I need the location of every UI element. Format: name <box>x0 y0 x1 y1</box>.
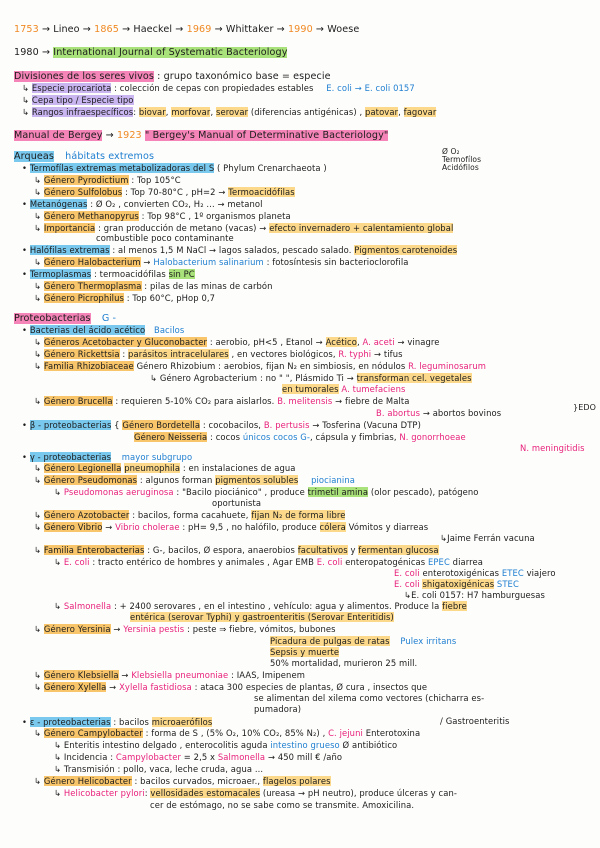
term: Género Campylobacter <box>43 728 143 738</box>
text: : pilas de las minas de carbón <box>144 281 273 291</box>
list-item: ↳Jaime Ferrán vacuna <box>440 533 535 543</box>
term: Familia Rhizobiaceae <box>43 361 134 371</box>
text: : bacilos curvados, microaer., <box>134 776 261 786</box>
journal-line: 1980 → International Journal of Systematic Bacteriology <box>14 47 288 58</box>
term: β - proteobacterias <box>29 420 112 430</box>
author: Haeckel <box>133 24 173 35</box>
species: N. gonorrhoeae <box>399 432 466 442</box>
term: Pigmentos carotenoides <box>354 245 458 255</box>
text: : <box>133 107 137 117</box>
list-item <box>394 579 519 590</box>
text: : Top 105°C <box>131 175 181 185</box>
term: Género Pyrodictium <box>43 175 129 185</box>
text: : cocobacilos, <box>202 420 262 430</box>
text: , enterocolitis aguda <box>179 740 268 750</box>
subtitle: hábitats extremos <box>65 151 155 162</box>
text: Incidencia : <box>63 752 114 762</box>
arqueas-heading <box>14 151 154 162</box>
term: Género Helicobacter <box>43 776 132 786</box>
species: Klebsiella pneumoniae <box>131 670 229 680</box>
term: piocianina <box>311 475 355 485</box>
term: fiebre <box>442 601 467 611</box>
text: enterotoxigénicas <box>422 568 500 578</box>
text: ( Phylum Crenarchaeota ) <box>217 163 327 173</box>
heading-text: : grupo taxonómico base = especie <box>157 71 331 82</box>
text: : fotosíntesis sin bacterioclorofila <box>266 257 409 267</box>
abbr: STEC <box>496 579 519 589</box>
species: E. coli <box>316 557 343 567</box>
list-item: ↳ Género Legionella pneumophila : en instalaciones de agua <box>34 463 296 473</box>
text: Transmisión : pollo, vaca, leche cruda, agua ... <box>63 764 264 774</box>
list-item: ↳ Pseudomonas aeruginosa : "Bacilo piociánico" , produce trimetil amina (olor pescado), patógeno <box>54 487 479 497</box>
text: : <box>144 788 148 798</box>
species: Yersinia pestis <box>123 624 185 634</box>
term: flagelos polares <box>262 776 331 786</box>
term: Género Rickettsia <box>43 349 120 359</box>
term: Género Azotobacter <box>43 510 130 520</box>
list-item <box>394 568 556 579</box>
text: → fiebre de Malta <box>335 396 410 406</box>
text: , <box>165 107 169 117</box>
term: Halófilas extremas <box>29 245 110 255</box>
term: Importancia <box>43 223 96 233</box>
text: : bacilos <box>113 717 149 727</box>
list-item: ↳ Salmonella : + 2400 serovares , en el intestino , vehículo: agua y alimentos. Produce la fiebre <box>54 601 467 611</box>
term: pigmentos solubles <box>215 475 299 485</box>
list-item <box>376 408 501 419</box>
text: diarrea <box>452 557 483 567</box>
term: Especie procariota <box>31 83 112 93</box>
text: : termoacidófilas <box>94 269 166 279</box>
species: B. abortus <box>376 408 421 418</box>
list-item: ↳ E. coli : tracto entérico de hombres y animales , Agar EMB E. coli enteropatogénicas EPEC diarrea <box>54 557 483 567</box>
term: Termoacidófilas <box>228 187 295 197</box>
list-item: ↳ Género Azotobacter : bacilos, forma cacahuete, fijan N₂ de forma libre <box>34 510 346 520</box>
section-title: Proteobacterias <box>14 313 91 324</box>
term: morfovar <box>171 107 211 117</box>
term: efecto invernadero + calentamiento global <box>269 223 454 233</box>
proteo-heading <box>14 313 116 324</box>
term: Género Methanopyrus <box>43 211 139 221</box>
list-item: • Bacterias del ácido acético Bacilos <box>22 325 185 335</box>
text: = 2,5 x <box>183 752 216 762</box>
text: : Ø O₂ , convierten CO₂, H₂ ... → metanol <box>90 199 263 209</box>
term: sin PC <box>168 269 195 279</box>
list-item: ↳ Género Vibrio → Vibrio cholerae : pH= 9,5 , no halófilo, produce cólera Vómitos y diarreas <box>34 522 429 532</box>
text: : gran producción de metano (vacas) → <box>98 223 267 233</box>
subtitle: G - <box>101 313 117 324</box>
epsilon-heading: • ε - proteobacterias : bacilos microaerófilos <box>22 717 213 727</box>
species: R. leguminosarum <box>408 361 486 371</box>
term: en tumorales <box>282 384 339 394</box>
side-note <box>442 148 481 172</box>
text: Género Agrobacterium : no " ", Plásmido Ti → <box>159 373 354 383</box>
term: Termofílas extremas metabolizadoras del S <box>29 163 215 173</box>
text: : forma de S , (5% O₂, 10% CO₂, 85% N₂) , <box>145 728 326 738</box>
text: , en vectores biológicos, <box>231 349 336 359</box>
text: : Top 98°C , 1º organismos planeta <box>141 211 291 221</box>
list-item: ↳ Género Pyrodictium : Top 105°C <box>34 175 181 185</box>
section-title: Arqueas <box>14 151 54 162</box>
term: trimetil amina <box>307 487 369 497</box>
subtitle: mayor subgrupo <box>121 452 193 462</box>
text: combustible poco contaminante <box>96 233 234 243</box>
text: viajero <box>526 568 556 578</box>
text: → tifus <box>373 349 403 359</box>
text: : requieren 5-10% CO₂ para aislarlos. <box>115 396 275 406</box>
year: 1969 <box>186 24 212 35</box>
list-item: ↳ Rangos infraespecíficos: biovar, morfovar, serovar (diferencias antigénicas) , patovar, fagovar <box>22 107 437 117</box>
text: : Top 70-80°C , pH=2 → <box>124 187 226 197</box>
arrow: → <box>113 624 121 634</box>
text: enteropatogénicas <box>345 557 426 567</box>
term: Picadura de pulgas de ratas <box>270 636 390 646</box>
text: : "Bacilo piociánico" , produce <box>176 487 305 497</box>
text: : peste <box>187 624 217 634</box>
text: : ataca 300 especies de plantas, Ø cura , insectos que <box>194 682 428 692</box>
term: Género Brucella <box>43 396 113 406</box>
term: facultativos <box>297 545 348 555</box>
list-item: ↳ Género Campylobacter : forma de S , (5% O₂, 10% CO₂, 85% N₂) , C. jejuni Enterotoxina <box>34 728 421 738</box>
journal-title: International Journal of Systematic Bacteriology <box>53 47 288 58</box>
species: N. meningitidis <box>520 443 585 453</box>
term: Géneros Acetobacter y Gluconobacter <box>43 337 208 347</box>
list-item <box>520 443 585 454</box>
species: A. tumefaciens <box>341 384 406 394</box>
list-item: • β - proteobacterias { Género Bordetella : cocobacilos, B. pertusis → Tosferina (Vacuna DTP) <box>22 420 421 430</box>
text: , <box>210 107 214 117</box>
list-item: • Termoplasmas : termoacidófilas sin PC <box>22 269 195 279</box>
text: : cocos <box>210 432 241 442</box>
list-item: ↳ Género Brucella : requieren 5-10% CO₂ para aislarlos. B. melitensis → fiebre de Malta <box>34 396 410 406</box>
list-item: ↳ Género Helicobacter : bacilos curvados, microaer., flagelos polares <box>34 776 331 786</box>
term: Género Neisseria <box>134 432 208 442</box>
species: Pseudomonas aeruginosa <box>63 487 174 497</box>
section-title: γ - proteobacterias <box>29 452 112 462</box>
term: pneumophila <box>124 463 181 473</box>
text: → 450 mill € /año <box>267 752 343 762</box>
author: Whittaker <box>225 24 274 35</box>
species: C. jejuni <box>328 728 363 738</box>
list-item <box>130 612 394 623</box>
year: 1980 <box>14 47 39 58</box>
list-item <box>270 647 339 658</box>
list-item: ↳ Género Halobacterium → Halobacterium salinarium : fotosíntesis sin bacterioclorofila <box>34 257 409 267</box>
note-line: Ø O₂ <box>442 147 460 156</box>
arrow: → <box>109 682 117 692</box>
list-item <box>150 800 414 811</box>
list-item: ↳ Género Thermoplasma : pilas de las minas de carbón <box>34 281 273 291</box>
term: microaerófilos <box>151 717 213 727</box>
note: Enterotoxina <box>365 728 421 738</box>
species: B. pertusis <box>263 420 310 430</box>
note-line: Termofílos <box>442 155 482 164</box>
term: serovar <box>215 107 249 117</box>
list-item <box>282 384 405 395</box>
term: cólera <box>319 522 346 532</box>
term: shigatoxigénicas <box>422 579 495 589</box>
term: Manual de Bergey <box>14 130 103 141</box>
text: Bacilos <box>153 325 185 335</box>
text: (ureasa → pH neutro), produce úlceras y can- <box>262 788 457 798</box>
species: Pulex irritans <box>400 636 457 646</box>
text: , <box>356 337 360 347</box>
text: : aerobio, pH<5 , Etanol → <box>209 337 323 347</box>
text: Género Rhizobium : aerobios, fijan N₂ en simbiosis, en nódulos <box>136 361 406 371</box>
arrow: → <box>105 522 113 532</box>
section-title: Divisiones de los seres vivos <box>14 71 154 82</box>
year: 1753 <box>14 24 39 35</box>
text: Jaime Ferrán vacuna <box>447 533 535 543</box>
list-item: ↳ Géneros Acetobacter y Gluconobacter : aerobio, pH<5 , Etanol → Acético, A. aceti → vinagre <box>34 337 440 347</box>
text: Ø antibiótico <box>342 740 398 750</box>
arrow: → <box>143 257 151 267</box>
text: : en instalaciones de agua <box>182 463 296 473</box>
term: Género Thermoplasma <box>43 281 142 291</box>
text: Vómitos y diarreas <box>348 522 429 532</box>
term: Género Klebsiella <box>43 670 119 680</box>
note: EDO <box>578 403 597 412</box>
abbr: ETEC <box>501 568 524 578</box>
list-item <box>96 233 234 244</box>
term: transforman cel. vegetales <box>356 373 472 383</box>
list-item: • Termofílas extremas metabolizadoras del S ( Phylum Crenarchaeota ) <box>22 163 327 173</box>
list-item <box>270 658 417 669</box>
gamma-heading: • γ - proteobacterias mayor subgrupo <box>22 452 193 462</box>
term: intestino grueso <box>270 740 340 750</box>
text: : tracto entérico de hombres y animales , Agar EMB <box>92 557 314 567</box>
text: 50% mortalidad, murieron 25 mill. <box>270 658 418 668</box>
text: , <box>398 107 401 117</box>
species: Campylobacter <box>115 752 181 762</box>
timeline-line: 1753 → Lineo → 1865 → Haeckel → 1969 → Whittaker → 1990 → Woese <box>14 24 360 35</box>
text: cer de estómago, no se sabe como se transmite. Amoxicilina. <box>150 800 415 810</box>
species: Salmonella <box>63 601 112 611</box>
species: Vibrio cholerae <box>115 522 180 532</box>
text: entérica (serovar Typhi) y gastroenteritis (Serovar Enteritidis) <box>130 612 394 622</box>
list-item: ↳ Familia Rhizobiaceae Género Rhizobium : aerobios, fijan N₂ en simbiosis, en nódulos R. leguminosarum <box>34 361 486 371</box>
list-item <box>254 704 301 715</box>
term: vellosidades estomacales <box>150 788 261 798</box>
text: : colección de cepas con propiedades estables <box>114 83 314 93</box>
list-item: ↳ Género Klebsiella → Klebsiella pneumoniae : IAAS, Imipenem <box>34 670 305 680</box>
species: A. aceti <box>362 337 395 347</box>
term: Bacterias del ácido acético <box>29 325 146 335</box>
text: → Tosferina (Vacuna DTP) <box>312 420 421 430</box>
text: Enteritis intestino delgado <box>63 740 177 750</box>
species: B. melitensis <box>277 396 333 406</box>
list-item: ↳ Importancia : gran producción de metano (vacas) → efecto invernadero + calentamiento global <box>34 223 454 233</box>
list-item <box>212 498 261 509</box>
list-item: ↳ Género Pseudomonas : algunos forman pigmentos solubles piocianina <box>34 475 355 485</box>
term: Género Sulfolobus <box>43 187 123 197</box>
list-item: ↳ Especie procariota : colección de cepas con propiedades estables E. coli → E. coli 0157 <box>22 83 415 93</box>
text: pumadora) <box>254 704 302 714</box>
note: Gastroenteritis <box>445 716 510 726</box>
text: se alimentan del xilema como vectores (chicharra es- <box>254 693 485 703</box>
list-item <box>270 636 456 647</box>
side-note: }EDO <box>573 403 597 412</box>
text: (olor pescado), patógeno <box>370 487 479 497</box>
term: Género Yersinia <box>43 624 111 634</box>
term: únicos cocos G- <box>242 432 311 442</box>
list-item: ↳ Familia Enterobacterias : G-, bacilos, Ø espora, anaerobios facultativos y fermentan glucosa <box>34 545 439 555</box>
species: Halobacterium salinarium <box>153 257 264 267</box>
term: Metanógenas <box>29 199 88 209</box>
species: E. coli <box>394 568 420 578</box>
text: , cápsula y fimbrias, <box>310 432 397 442</box>
text: : IAAS, Imipenem <box>231 670 305 680</box>
term: patovar <box>365 107 399 117</box>
term: fagovar <box>403 107 437 117</box>
text: → vinagre <box>397 337 440 347</box>
species: Xylella fastidiosa <box>119 682 192 692</box>
list-item: ↳ Enteritis intestino delgado , enterocolitis aguda intestino grueso Ø antibiótico <box>54 740 398 750</box>
list-item: ↳ Género Sulfolobus : Top 70-80°C , pH=2 → Termoacidófilas <box>34 187 295 197</box>
term: Género Halobacterium <box>43 257 141 267</box>
term: Género Legionella <box>43 463 122 473</box>
section-title: ε - proteobacterias <box>29 717 111 727</box>
note-line: Acidófilos <box>442 163 479 172</box>
manual-line <box>14 130 388 141</box>
list-item: ↳ Helicobacter pylori: vellosidades estomacales (ureasa → pH neutro), produce úlceras y can- <box>54 788 457 798</box>
text: : bacilos, forma cacahuete, <box>132 510 249 520</box>
term: fijan N₂ de forma libre <box>251 510 346 520</box>
text: oportunista <box>212 498 262 508</box>
text: : Top 60°C, pHop 0,7 <box>126 293 216 303</box>
text: (diferencias antigénicas) , <box>250 107 363 117</box>
list-item: • Metanógenas : Ø O₂ , convierten CO₂, H₂ ... → metanol <box>22 199 263 209</box>
list-item: ↳ Género Yersinia → Yersinia pestis : peste ⇒ fiebre, vómitos, bubones <box>34 624 336 634</box>
text: : al menos 1,5 M NaCl → lagos salados, pescado salado. <box>112 245 352 255</box>
year: 1923 <box>116 130 142 141</box>
arrow: → <box>105 130 114 141</box>
term: Acético <box>325 337 357 347</box>
list-item: • Halófilas extremas : al menos 1,5 M NaCl → lagos salados, pescado salado. Pigmentos carotenoides <box>22 245 458 255</box>
year: 1990 <box>287 24 313 35</box>
list-item: ↳ Género Methanopyrus : Top 98°C , 1º organismos planeta <box>34 211 291 221</box>
term: biovar <box>138 107 166 117</box>
species: Salmonella <box>217 752 266 762</box>
list-item: ↳ Transmisión : pollo, vaca, leche cruda, agua ... <box>54 764 264 774</box>
year: 1865 <box>94 24 119 35</box>
species: E. coli <box>63 557 90 567</box>
text: : + 2400 serovares , en el intestino , vehículo: agua y alimentos. Produce la <box>113 601 440 611</box>
species: Helicobacter pylori <box>63 788 145 798</box>
list-item: ↳ Género Agrobacterium : no " ", Plásmido Ti → transforman cel. vegetales <box>150 373 472 383</box>
text: fiebre, vómitos, bubones <box>229 624 336 634</box>
species: E. coli <box>394 579 420 589</box>
text: : algunos forman <box>139 475 213 485</box>
term: Género Vibrio <box>43 522 103 532</box>
arrow: → <box>121 670 129 680</box>
text: : G-, bacilos, Ø espora, anaerobios <box>147 545 295 555</box>
term: parásitos intracelulares <box>128 349 229 359</box>
book-title: " Bergey's Manual of Determinative Bacteriology" <box>144 130 389 141</box>
list-item: ↳ Género Picrophilus : Top 60°C, pHop 0,7 <box>34 293 216 303</box>
list-item: ↳ Género Rickettsia : parásitos intracelulares , en vectores biológicos, R. typhi → tifus <box>34 349 403 359</box>
list-item <box>254 693 484 704</box>
term: Género Xylella <box>43 682 107 692</box>
text: E. coli 0157: H7 hamburguesas <box>411 590 545 600</box>
text: y <box>350 545 356 555</box>
list-item: ↳ Género Xylella → Xylella fastidiosa : ataca 300 especies de plantas, Ø cura , insectos que <box>34 682 428 692</box>
term: Género Pseudomonas <box>43 475 138 485</box>
author: Lineo <box>53 24 80 35</box>
term: fermentan glucosa <box>358 545 439 555</box>
example: E. coli → E. coli 0157 <box>326 83 415 93</box>
list-item: ↳ Cepa tipo / Especie tipo <box>22 95 134 105</box>
abbr: EPEC <box>428 557 450 567</box>
term: Rangos infraespecíficos <box>31 107 134 117</box>
text: : pH= 9,5 , no halófilo, produce <box>182 522 317 532</box>
term: Termoplasmas <box>29 269 92 279</box>
list-item: ↳E. coli 0157: H7 hamburguesas <box>404 590 545 600</box>
term: Cepa tipo / Especie tipo <box>31 95 134 105</box>
side-note: / Gastroenteritis <box>440 716 510 726</box>
list-item <box>134 432 466 443</box>
text: → abortos bovinos <box>422 408 502 418</box>
divisiones-heading <box>14 71 331 82</box>
list-item: ↳ Incidencia : Campylobacter = 2,5 x Salmonella → 450 mill € /año <box>54 752 343 762</box>
term: Género Bordetella <box>122 420 201 430</box>
author: Woese <box>327 24 360 35</box>
term: Sepsis y muerte <box>270 647 340 657</box>
term: Género Picrophilus <box>43 293 124 303</box>
species: R. typhi <box>338 349 372 359</box>
text: : <box>122 349 126 359</box>
term: Familia Enterobacterias <box>43 545 145 555</box>
